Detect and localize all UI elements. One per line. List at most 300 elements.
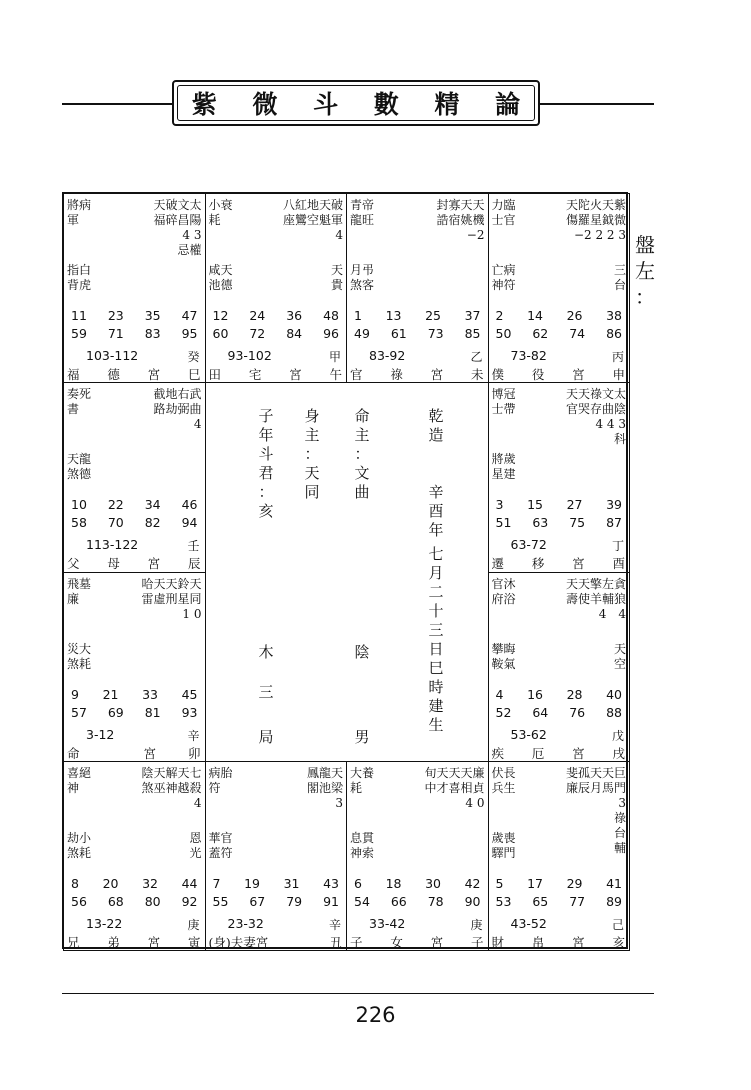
star-line: −2 — [466, 228, 485, 242]
palace-name-char: 巳 — [187, 367, 201, 382]
palace-stem: 癸 — [187, 350, 200, 364]
star-line: 傷羅星鉞微 — [565, 213, 626, 227]
age-row — [68, 325, 201, 343]
palace-name-char: 宮 — [147, 934, 161, 950]
center-char: ： — [258, 483, 274, 501]
palace-cell-chen — [63, 382, 206, 572]
star-line: 福碎昌陽 — [153, 213, 202, 227]
star-line: 月弔 — [350, 263, 375, 277]
star-line: 輔 — [613, 840, 626, 855]
palace-stem: 己 — [611, 917, 624, 932]
star-line: 閣池梁 — [306, 780, 343, 795]
side-label-char: 盤 — [635, 233, 655, 257]
palace-cell-hai — [488, 761, 631, 951]
title-char: 數 — [373, 90, 399, 119]
palace-name-char: 宮 — [572, 934, 585, 950]
star-line: 天陀火天紫 — [565, 198, 626, 212]
age-row — [210, 307, 343, 325]
age-value: 77 — [569, 893, 586, 909]
side-label-char: ： — [635, 285, 655, 309]
star-line: 病胎 — [208, 765, 233, 780]
star-line: 息貫 — [350, 830, 375, 845]
palace-ages — [68, 686, 201, 722]
age-value: 13 — [385, 308, 402, 323]
star-line: 八紅地天破 — [282, 198, 343, 212]
palace-name-char: 宮 — [572, 556, 585, 572]
title-char: 紫 — [191, 90, 217, 119]
palace-stars-tr — [566, 198, 626, 243]
age-row — [210, 893, 343, 911]
palace-stars-tl — [492, 766, 516, 796]
age-value: 83 — [144, 326, 161, 341]
age-value: 41 — [606, 875, 622, 891]
age-value: 67 — [249, 893, 266, 909]
palace-name-char: (身)夫妻宮 — [208, 934, 269, 950]
palace-range: 43-52 — [510, 915, 547, 931]
age-value: 74 — [569, 326, 586, 341]
palace-stars-tl — [350, 198, 374, 228]
star-line: 天 — [613, 641, 626, 656]
age-value: 59 — [71, 326, 87, 341]
age-value: 58 — [71, 515, 87, 531]
star-line: 4 3 — [182, 228, 202, 242]
palace-stars-mr — [331, 263, 343, 293]
age-row — [68, 875, 201, 893]
age-value: 73 — [427, 326, 444, 341]
center-lower-char: 局 — [258, 728, 274, 746]
palace-range: 13-22 — [86, 915, 123, 931]
palace-name-char: 官 — [350, 367, 363, 382]
star-line: 台 — [613, 278, 626, 292]
palace-cell-wei — [346, 193, 489, 383]
age-value: 34 — [144, 497, 161, 513]
ziwei-chart — [62, 192, 628, 949]
center-column — [353, 407, 371, 502]
palace-stars-tl — [492, 387, 516, 417]
star-line: 神 — [67, 780, 80, 795]
age-value: 27 — [566, 497, 583, 513]
palace-ages — [68, 307, 201, 343]
star-line: 官沐 — [491, 576, 516, 591]
age-value: 50 — [495, 326, 512, 341]
age-value: 89 — [606, 893, 622, 909]
star-line: 兵生 — [491, 780, 516, 795]
palace-stem: 庚 — [470, 917, 483, 932]
palace-name-char: 戌 — [612, 745, 625, 761]
age-value: 81 — [144, 704, 161, 720]
star-line: 斐孤天天巨 — [565, 765, 626, 780]
palace-name-char: 弟 — [107, 934, 120, 950]
star-line: 廉 — [67, 591, 80, 606]
palace-name-char: 宮 — [430, 367, 444, 382]
palace-range: 83-92 — [369, 348, 406, 363]
age-value: 9 — [71, 686, 79, 702]
center-char: 乾 — [428, 407, 444, 425]
palace-name-char: 疾 — [491, 745, 505, 761]
chart-center — [205, 383, 489, 762]
star-line: 3 — [618, 795, 626, 810]
age-value: 18 — [385, 875, 402, 891]
age-value: 29 — [566, 875, 583, 891]
center-char: 主 — [354, 426, 370, 444]
star-line: 天天祿文太 — [565, 387, 626, 402]
star-line: 煞耗 — [67, 656, 92, 671]
center-lower-char: 三 — [258, 683, 274, 701]
palace-stars-tl — [209, 198, 233, 228]
star-line: −2 2 2 3 — [573, 228, 626, 242]
star-line: 耗 — [350, 780, 363, 795]
age-row — [493, 686, 626, 704]
center-char: 二 — [428, 583, 444, 601]
center-char: 主 — [304, 426, 320, 444]
palace-stars-ml — [492, 831, 516, 861]
age-value: 72 — [249, 326, 266, 341]
star-line: 煞客 — [350, 278, 375, 292]
center-char: 天 — [304, 464, 320, 482]
age-row — [68, 893, 201, 911]
page-number: 226 — [355, 1003, 396, 1027]
age-value: 24 — [249, 308, 266, 323]
age-value: 23 — [107, 308, 124, 323]
age-value: 53 — [495, 893, 512, 909]
palace-ages — [351, 307, 484, 343]
center-char: 巳 — [428, 659, 444, 677]
palace-name — [67, 554, 201, 572]
age-value: 46 — [181, 497, 198, 513]
age-value: 88 — [606, 704, 622, 720]
age-value: 30 — [425, 875, 441, 891]
palace-stars-tr — [141, 766, 201, 811]
palace-name — [209, 365, 343, 383]
title-char: 斗 — [313, 90, 339, 119]
star-line: 龍旺 — [350, 213, 375, 227]
star-line: 廉辰月馬門 — [565, 780, 626, 795]
age-value: 70 — [107, 515, 124, 531]
age-row — [68, 704, 201, 722]
star-line: 亡病 — [491, 263, 516, 277]
age-value: 96 — [323, 326, 339, 341]
palace-name-char: 母 — [107, 556, 120, 572]
footer-rule — [62, 993, 654, 994]
palace-name-char: 田 — [208, 367, 222, 382]
age-value: 14 — [527, 308, 543, 323]
palace-stars-mr — [614, 642, 626, 672]
age-value: 35 — [144, 308, 161, 323]
center-char: 年 — [428, 521, 444, 539]
palace-name-char: 德 — [107, 367, 120, 382]
star-line: 恩 — [189, 830, 202, 845]
age-value: 31 — [283, 875, 300, 891]
palace-name-char: 未 — [470, 367, 484, 382]
star-line: 將病 — [67, 198, 92, 212]
center-char: 月 — [428, 564, 444, 582]
palace-ages — [210, 875, 343, 911]
age-value: 79 — [286, 893, 303, 909]
palace-cell-si — [63, 193, 206, 383]
age-value: 49 — [354, 326, 370, 341]
palace-cell-xu — [488, 572, 631, 762]
center-char: 生 — [428, 716, 444, 734]
star-line: 伏長 — [491, 765, 516, 780]
age-value: 61 — [390, 326, 407, 341]
palace-stars-ml — [67, 642, 91, 672]
age-value: 94 — [181, 515, 198, 531]
age-value: 55 — [212, 893, 229, 909]
palace-stars-tl — [67, 766, 91, 796]
center-char: 子 — [258, 407, 274, 425]
palace-stars-tl — [67, 387, 91, 417]
age-value: 90 — [464, 893, 481, 909]
center-char: 七 — [428, 545, 444, 563]
center-char: 身 — [304, 407, 320, 425]
star-line: 軍 — [67, 213, 80, 227]
palace-name-char: 移 — [531, 556, 545, 572]
age-value: 1 — [354, 308, 362, 323]
age-value: 57 — [71, 704, 87, 720]
center-char: 辛 — [428, 483, 444, 501]
palace-stem: 丙 — [611, 350, 624, 364]
palace-name-char: 子 — [350, 934, 363, 950]
age-value: 21 — [102, 686, 119, 702]
palace-name-char: 卯 — [187, 745, 201, 761]
age-value: 5 — [495, 875, 504, 891]
age-value: 52 — [495, 704, 512, 720]
center-char: 命 — [354, 407, 370, 425]
age-value: 62 — [532, 326, 549, 341]
palace-range: 33-42 — [369, 915, 406, 931]
title-char: 精 — [434, 90, 460, 119]
age-row — [493, 875, 626, 893]
palace-name-char: 宮 — [147, 367, 161, 382]
star-line: 池德 — [208, 278, 233, 292]
palace-name — [350, 365, 484, 383]
age-value: 91 — [323, 893, 339, 909]
age-value: 32 — [142, 875, 158, 891]
age-value: 6 — [354, 875, 362, 891]
age-value: 51 — [495, 515, 512, 531]
age-value: 78 — [427, 893, 444, 909]
age-row — [493, 514, 626, 532]
age-value: 4 — [495, 686, 504, 702]
star-line: 截地右武 — [153, 387, 202, 402]
palace-name-char: 宅 — [248, 367, 262, 382]
star-line: 奏死 — [67, 387, 92, 402]
palace-range: 103-112 — [86, 348, 139, 363]
age-row — [68, 307, 201, 325]
age-value: 47 — [181, 308, 198, 323]
palace-name-char: 福 — [67, 367, 80, 382]
age-value: 22 — [107, 497, 124, 513]
palace-cell-mao — [63, 572, 206, 762]
palace-name-char: 厄 — [531, 745, 545, 761]
age-value: 63 — [532, 515, 549, 531]
palace-stem: 辛 — [328, 917, 341, 932]
palace-name — [492, 744, 626, 762]
palace-stars-tr — [153, 387, 201, 432]
star-line: 座鸞空魁軍 — [282, 213, 343, 227]
center-char: 亥 — [258, 502, 274, 520]
center-char: 斗 — [258, 445, 274, 463]
palace-name — [209, 933, 343, 951]
palace-stars-tr — [283, 198, 343, 243]
star-line: 府浴 — [491, 591, 516, 606]
palace-cell-zi — [346, 761, 489, 951]
age-value: 87 — [606, 515, 622, 531]
palace-stars-mr — [189, 831, 201, 861]
center-char: 建 — [428, 697, 444, 715]
palace-name-char: 寅 — [187, 934, 201, 950]
palace-stars-tr — [141, 577, 201, 622]
palace-stem: 甲 — [328, 350, 341, 364]
palace-name-char: 女 — [390, 934, 403, 950]
star-line: 貴 — [330, 278, 343, 292]
age-value: 56 — [71, 893, 87, 909]
palace-range: 3-12 — [86, 726, 115, 742]
age-value: 71 — [107, 326, 124, 341]
palace-name — [67, 933, 201, 951]
palace-stars-ml — [209, 263, 233, 293]
age-value: 82 — [144, 515, 161, 531]
palace-name-char: 父 — [67, 556, 80, 572]
age-value: 92 — [181, 893, 198, 909]
title-char: 微 — [252, 90, 278, 119]
palace-name-char: 丑 — [329, 934, 342, 950]
palace-stars-ml — [67, 263, 91, 293]
star-line: 將歲 — [491, 452, 516, 467]
palace-name-char: 辰 — [187, 556, 201, 572]
palace-stem: 丁 — [611, 539, 624, 554]
palace-name-char: 帛 — [531, 934, 545, 950]
palace-name-char: 宮 — [147, 556, 161, 572]
palace-name — [350, 933, 484, 951]
palace-stars-tl — [209, 766, 233, 796]
age-value: 16 — [527, 686, 543, 702]
age-row — [210, 875, 343, 893]
palace-name-char: 宮 — [572, 745, 585, 761]
palace-stars-tr — [566, 766, 626, 856]
age-value: 64 — [532, 704, 549, 720]
age-value: 3 — [495, 497, 504, 513]
palace-name — [492, 554, 626, 572]
palace-stars-tr — [566, 387, 626, 447]
age-value: 86 — [606, 326, 622, 341]
age-row — [351, 893, 484, 911]
palace-name-char: 酉 — [612, 556, 625, 572]
star-line: 雷虛刑星同 — [141, 591, 202, 606]
star-line: 官哭存曲陰 — [565, 402, 626, 417]
star-line: 星建 — [491, 467, 516, 482]
palace-cell-you — [488, 382, 631, 572]
palace-stars-tr — [307, 766, 343, 811]
age-value: 45 — [181, 686, 198, 702]
age-value: 44 — [181, 875, 198, 891]
palace-stars-ml — [350, 831, 374, 861]
palace-ages — [68, 496, 201, 532]
palace-stem: 庚 — [187, 917, 200, 932]
header-rule-left — [62, 103, 174, 105]
star-line: 4 0 — [465, 795, 485, 810]
palace-name-char: 宮 — [143, 745, 156, 761]
palace-name-char: 兄 — [67, 934, 80, 950]
age-row — [351, 307, 484, 325]
palace-range: 113-122 — [86, 537, 139, 553]
palace-ages — [493, 686, 626, 722]
star-line: 咸天 — [208, 263, 233, 277]
age-value: 48 — [323, 308, 339, 323]
palace-stars-ml — [350, 263, 374, 293]
age-value: 15 — [527, 497, 543, 513]
star-line: 士帶 — [491, 402, 516, 417]
star-line: 驛門 — [491, 845, 516, 860]
star-line: 煞巫神越殺 — [141, 780, 202, 795]
star-line: 符 — [208, 780, 221, 795]
palace-name-char: 宮 — [289, 367, 302, 382]
star-line: 忌權 — [177, 243, 202, 257]
age-value: 37 — [464, 308, 481, 323]
star-line: 鳳龍天 — [306, 765, 343, 780]
age-value: 69 — [107, 704, 124, 720]
star-line: 4 — [335, 228, 343, 242]
center-char: 同 — [304, 483, 320, 501]
star-line: 哈天天鈴天 — [141, 576, 202, 591]
palace-stars-tr — [436, 198, 484, 243]
age-row — [351, 875, 484, 893]
star-line: 士官 — [491, 213, 516, 227]
star-line: 青帝 — [350, 198, 375, 212]
center-char: 三 — [428, 621, 444, 639]
palace-name — [492, 933, 626, 951]
star-line: 博冠 — [491, 387, 516, 402]
palace-stars-mr — [614, 263, 626, 293]
palace-cell-wu — [205, 193, 348, 383]
star-line: 祿 — [613, 810, 626, 825]
palace-ages — [493, 496, 626, 532]
palace-ages — [493, 875, 626, 911]
center-char: 十 — [428, 602, 444, 620]
palace-stem: 乙 — [470, 350, 483, 364]
star-line: 天天擎左貪 — [565, 576, 626, 591]
palace-name-char: 宮 — [430, 934, 444, 950]
center-char: 文 — [354, 464, 370, 482]
star-line: 劫小 — [67, 830, 92, 845]
center-lower-char: 木 — [258, 643, 274, 661]
age-value: 2 — [495, 308, 504, 323]
age-value: 19 — [244, 875, 260, 891]
star-line: 大養 — [350, 765, 375, 780]
star-line: 神索 — [350, 845, 375, 860]
palace-stars-ml — [209, 831, 233, 861]
palace-stars-tl — [67, 577, 91, 607]
header-rule-right — [538, 103, 654, 105]
center-char: 曲 — [354, 483, 370, 501]
star-line: 鞍氣 — [491, 656, 516, 671]
age-value: 33 — [142, 686, 158, 702]
star-line: 台 — [613, 825, 626, 840]
age-row — [351, 325, 484, 343]
center-char: 時 — [428, 678, 444, 696]
palace-stem: 戊 — [611, 728, 624, 743]
age-value: 26 — [566, 308, 583, 323]
age-value: 85 — [464, 326, 481, 341]
age-row — [493, 325, 626, 343]
star-line: 誥宿姚機 — [436, 213, 485, 227]
star-line: 災大 — [67, 641, 92, 656]
age-value: 11 — [71, 308, 87, 323]
center-char: ： — [304, 445, 320, 463]
star-line: 壽使羊輔狼 — [565, 591, 626, 606]
age-value: 93 — [181, 704, 198, 720]
age-value: 68 — [107, 893, 124, 909]
